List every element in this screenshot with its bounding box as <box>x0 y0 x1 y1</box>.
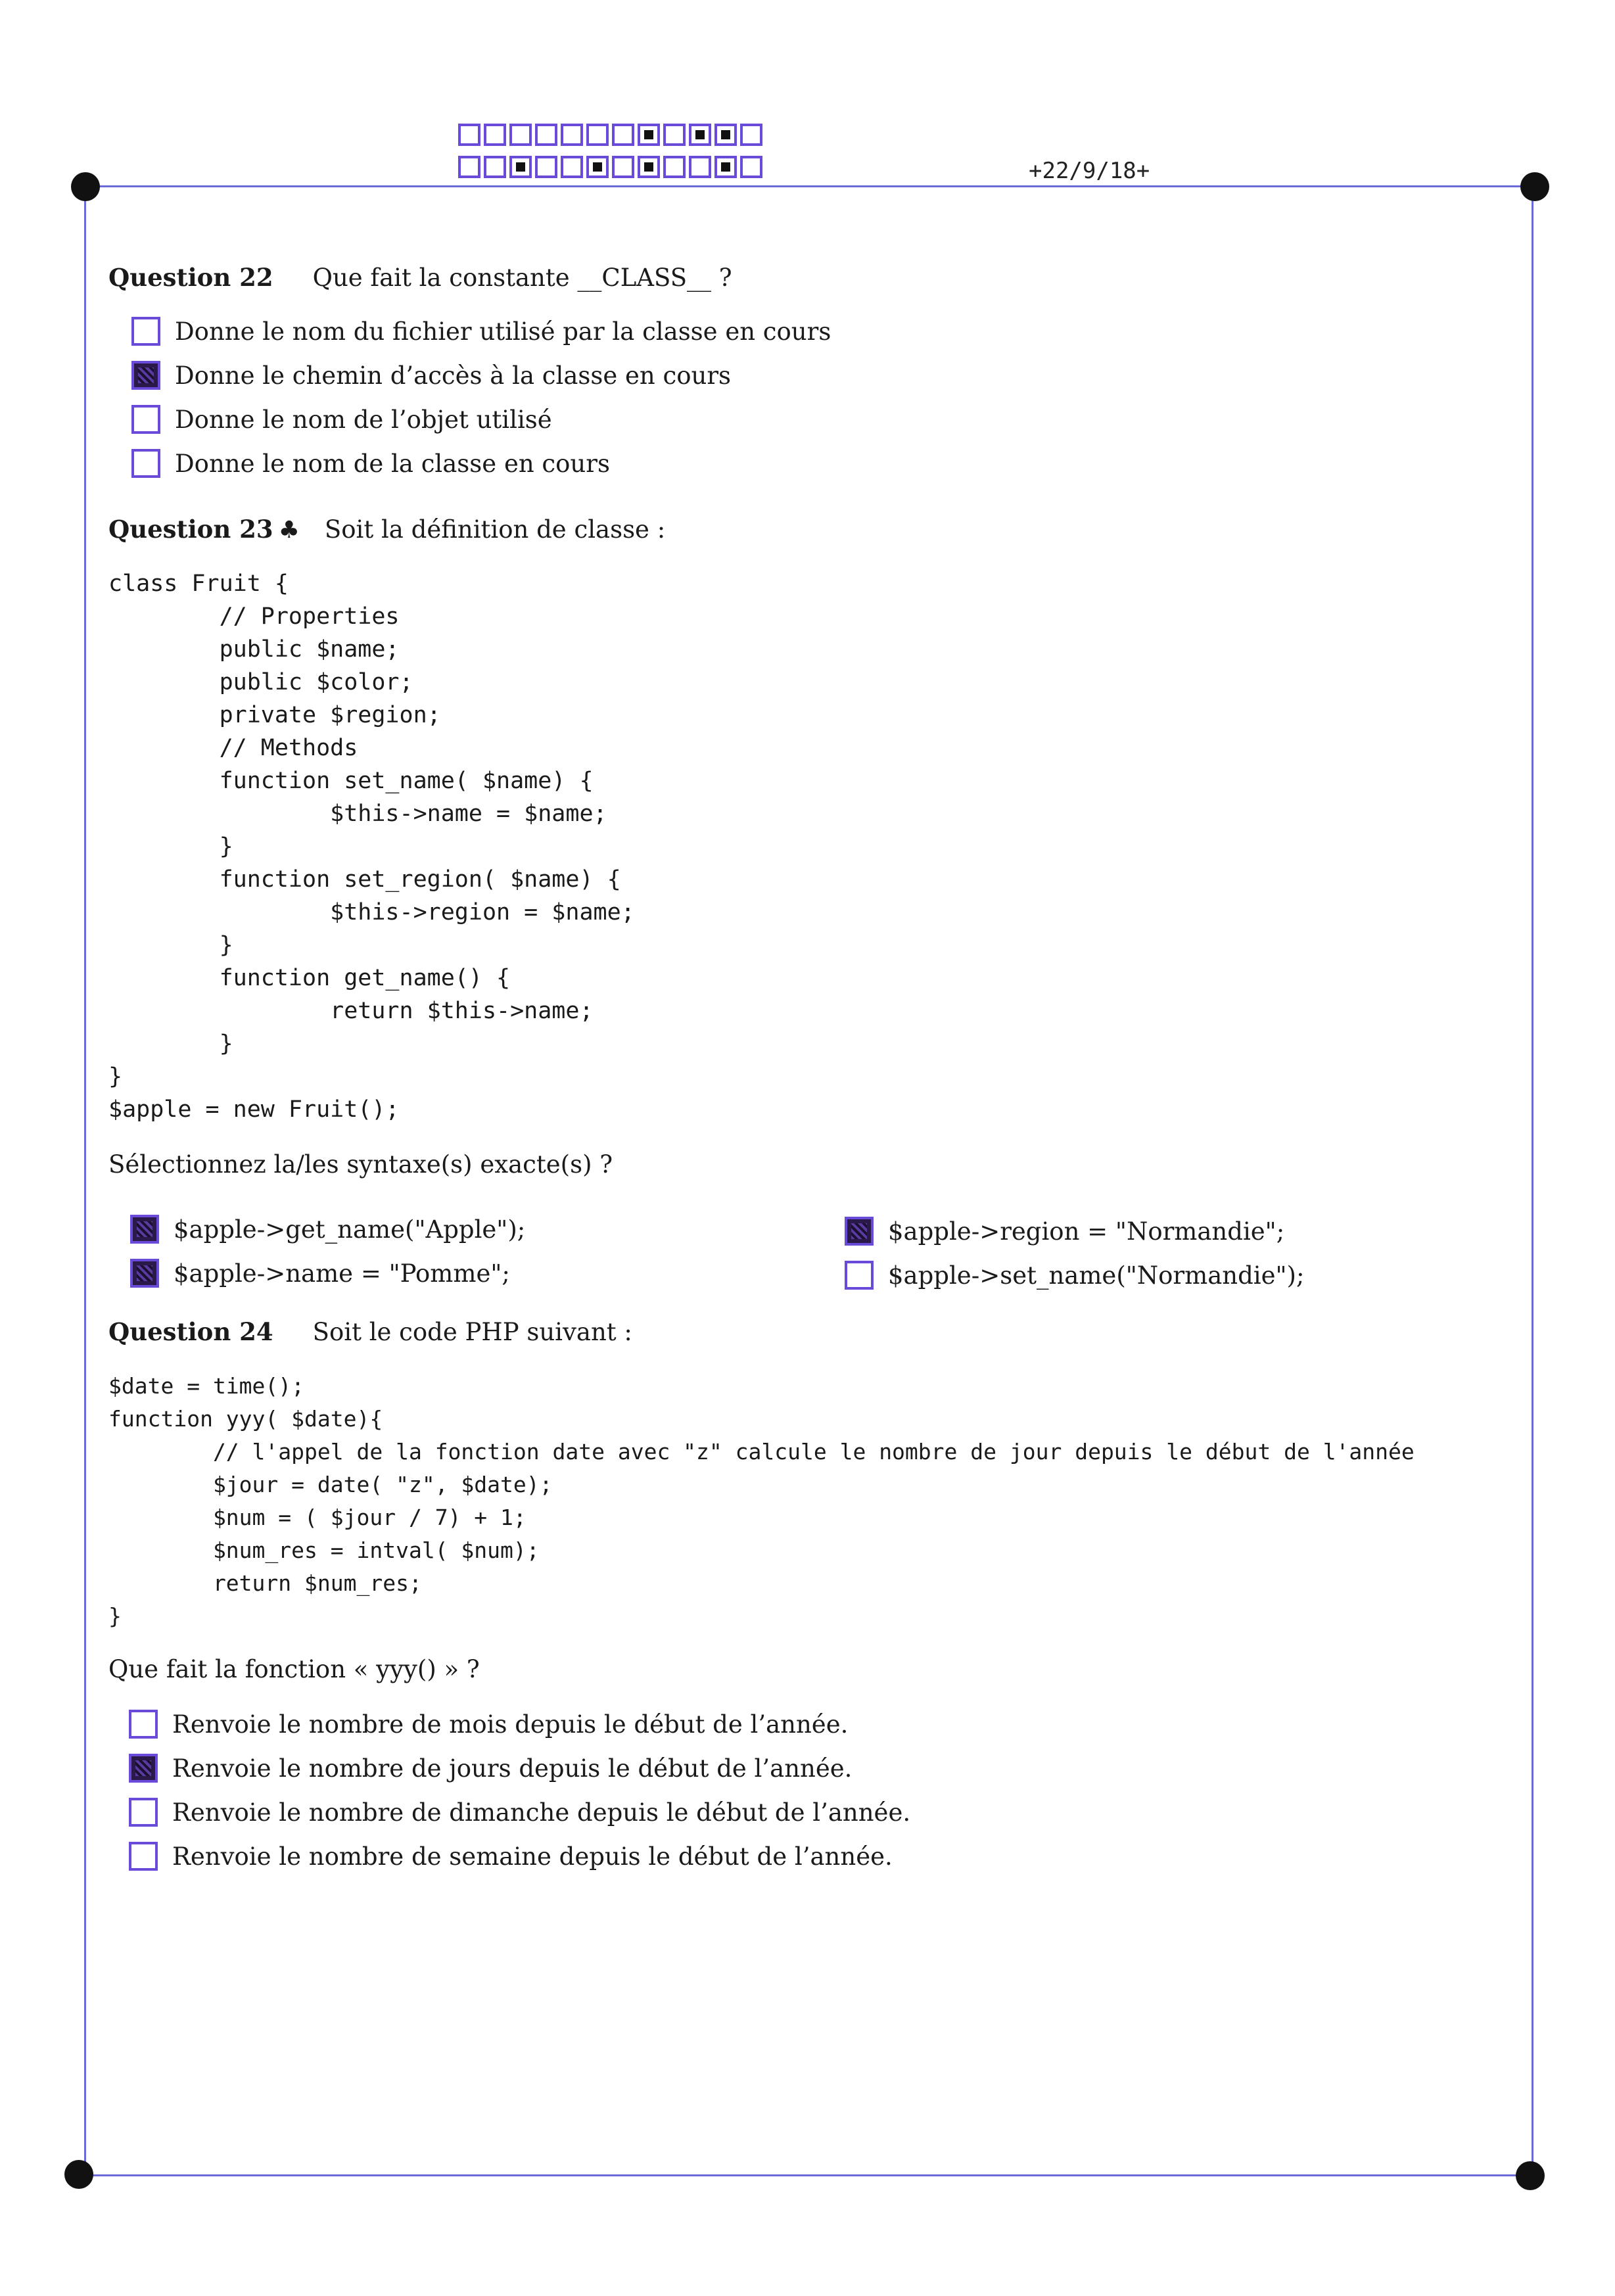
question-text: Soit le code PHP suivant : <box>312 1318 632 1346</box>
barcode-cell-empty <box>740 124 762 146</box>
q24-option-2[interactable] <box>129 1754 852 1783</box>
option-label: Renvoie le nombre de jours depuis le début de l’année. <box>172 1754 853 1783</box>
option-label: Donne le chemin d’accès à la classe en cours <box>175 361 732 390</box>
option-label: Renvoie le nombre de dimanche depuis le début de l’année. <box>172 1798 911 1827</box>
barcode-cell-empty <box>561 124 583 146</box>
option-label: $apple->get_name("Apple"); <box>174 1215 526 1244</box>
option-label: Renvoie le nombre de mois depuis le début de l’année. <box>172 1710 849 1739</box>
barcode-cell-filled <box>638 124 660 146</box>
checkbox-unchecked[interactable] <box>129 1798 158 1827</box>
option-label: $apple->set_name("Normandie"); <box>888 1261 1305 1290</box>
q23-code-block: class Fruit { // Properties public $name; public $color; private $region; // Methods function set_name( $name) { $this->name = $name; } function set_region( $name) { $this->region = $name; } function get_name() { return $this->name; } } $apple = new Fruit(); <box>108 571 635 1123</box>
corner-mark-bottom-right <box>1516 2161 1545 2190</box>
barcode-cell-empty <box>484 156 506 178</box>
checkbox-unchecked[interactable] <box>129 1842 158 1871</box>
option-label: Donne le nom de l’objet utilisé <box>175 405 552 434</box>
corner-mark-top-left <box>71 172 100 201</box>
barcode-cell-empty <box>458 124 480 146</box>
checkbox-checked[interactable] <box>129 1754 158 1783</box>
barcode-cell-empty <box>586 124 609 146</box>
question-number: Question 23 <box>108 515 273 544</box>
q24-option-3[interactable] <box>129 1798 910 1827</box>
q24-heading <box>108 1317 632 1346</box>
checkbox-unchecked[interactable] <box>131 449 160 478</box>
q24-prompt: Que fait la fonction « yyy() » ? <box>108 1655 480 1683</box>
q23-option-3[interactable] <box>845 1217 1284 1246</box>
question-text: Soit la définition de classe : <box>324 515 666 544</box>
barcode-cell-empty <box>612 156 634 178</box>
q23-option-4[interactable] <box>845 1261 1304 1290</box>
q22-heading <box>108 263 732 292</box>
barcode-cell-filled <box>689 124 711 146</box>
barcode-cell-filled <box>714 124 737 146</box>
barcode-cell-empty <box>484 124 506 146</box>
barcode-row-1 <box>458 124 766 146</box>
frame-left-line <box>84 185 86 2176</box>
checkbox-checked[interactable] <box>130 1259 159 1288</box>
barcode-cell-empty <box>535 124 557 146</box>
barcode-row-2 <box>458 156 766 178</box>
q23-heading <box>108 515 665 544</box>
barcode-cell-filled <box>509 156 532 178</box>
question-number: Question 24 <box>108 1317 273 1346</box>
q24-option-1[interactable] <box>129 1710 848 1739</box>
option-label: Donne le nom du fichier utilisé par la classe en cours <box>175 317 831 346</box>
q22-option-3[interactable] <box>131 405 552 434</box>
option-label: Donne le nom de la classe en cours <box>175 449 610 478</box>
page-id: +22/9/18+ <box>1029 158 1150 184</box>
question-text: Que fait la constante __CLASS__ ? <box>312 264 732 292</box>
frame-top-line <box>85 185 1535 187</box>
barcode-cell-empty <box>535 156 557 178</box>
barcode-cell-empty <box>458 156 480 178</box>
barcode-cell-filled <box>586 156 609 178</box>
corner-mark-top-right <box>1520 172 1549 201</box>
checkbox-checked[interactable] <box>130 1215 159 1244</box>
q23-option-2[interactable] <box>130 1259 510 1288</box>
checkbox-unchecked[interactable] <box>129 1710 158 1739</box>
barcode-cell-empty <box>663 124 686 146</box>
q22-option-4[interactable] <box>131 449 610 478</box>
frame-right-line <box>1532 185 1533 2176</box>
barcode-cell-empty <box>561 156 583 178</box>
checkbox-checked[interactable] <box>845 1217 874 1246</box>
club-icon: ♣ <box>278 517 300 544</box>
barcode-cell-empty <box>663 156 686 178</box>
q24-code-block: $date = time(); function yyy( $date){ // l'appel de la fonction date avec "z" calcule le nombre de jour depuis le début de l'année $jour = date( "z", $date); $num = ( $jour / 7) + 1; $num_res = intval( $num); return $num_res; } <box>108 1373 1415 1629</box>
q24-option-4[interactable] <box>129 1842 893 1871</box>
barcode-cell-filled <box>638 156 660 178</box>
option-label: $apple->name = "Pomme"; <box>174 1259 510 1288</box>
checkbox-unchecked[interactable] <box>131 405 160 434</box>
option-label: Renvoie le nombre de semaine depuis le début de l’année. <box>172 1842 893 1871</box>
checkbox-checked[interactable] <box>131 361 160 390</box>
barcode-cell-empty <box>612 124 634 146</box>
option-label: $apple->region = "Normandie"; <box>888 1217 1285 1246</box>
checkbox-unchecked[interactable] <box>131 317 160 346</box>
q23-option-1[interactable] <box>130 1215 525 1244</box>
corner-mark-bottom-left <box>64 2160 93 2189</box>
q22-option-2[interactable] <box>131 361 731 390</box>
q22-option-1[interactable] <box>131 317 831 346</box>
question-number: Question 22 <box>108 263 273 292</box>
frame-bottom-line <box>79 2174 1528 2176</box>
barcode-cell-empty <box>689 156 711 178</box>
barcode-cell-empty <box>740 156 762 178</box>
checkbox-unchecked[interactable] <box>845 1261 874 1290</box>
barcode-cell-filled <box>714 156 737 178</box>
q23-prompt: Sélectionnez la/les syntaxe(s) exacte(s) ? <box>108 1150 613 1179</box>
barcode-cell-empty <box>509 124 532 146</box>
